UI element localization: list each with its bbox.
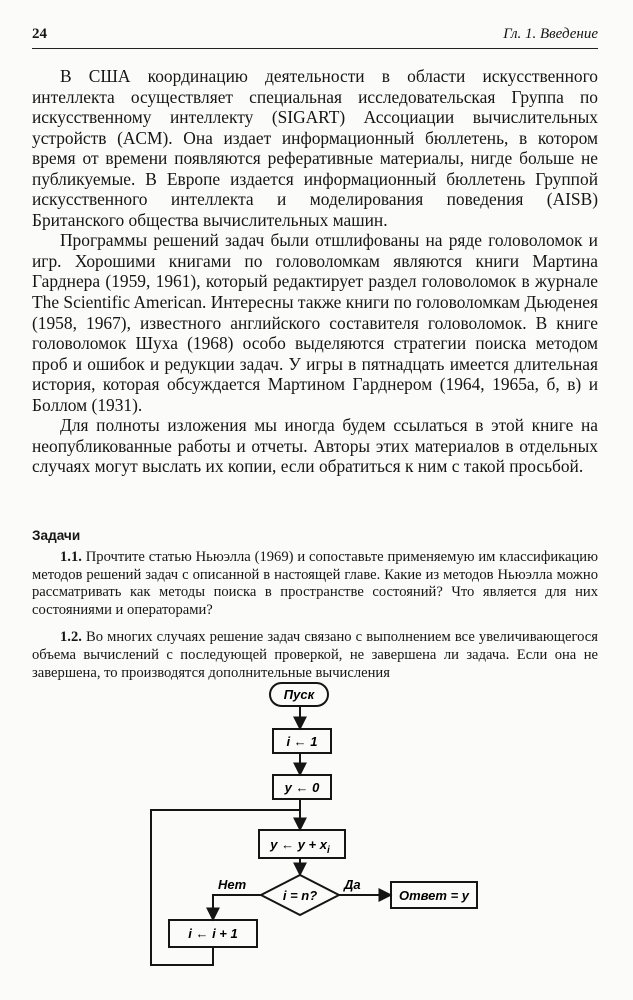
exercise-number: 1.1. [60,549,82,565]
paragraph-3: Для полноты изложения мы иногда будем ссылаться в этой книге на неопубликованные работы и отчеты. Авторы этих материалов в отдельных случаях могут выслать их копии, если обратиться к ним с такой просьбой. [32,415,598,477]
increment-i-label: i ← i + 1 [188,926,238,941]
update-y-label [269,837,330,856]
update-y-subscript: i [326,845,330,856]
arrow-condition-to-increment [213,895,261,920]
page-number: 24 [32,26,47,42]
running-title: Гл. 1. Введение [503,26,598,42]
condition-label: i = n? [282,888,318,903]
init-y-label: y ← 0 [284,780,320,795]
init-i-label: i ← 1 [286,734,318,749]
update-y-expression: y ← y + x [270,837,327,852]
start-label: Пуск [283,687,315,702]
paragraph-2: Программы решений задач были отшлифованы на ряде головоломок и игр. Хорошими книгами по головоломкам являются книги Мартина Гарднера (1959, 1961), который редактирует раздел головоломок в журнале The Scientific American. Интересны также книги по головоломкам Дьюденея (1958, 1967), известного английского составителя головоломок. В книге головоломок Шуха (1968) особо выделяются стратегии поиска методом проб и ошибок и редукции задач. У игры в пятнадцать имеется длительная история, которая обсуждается Мартином Гарднером (1964, 1965а, б, в) и Боллом (1931). [32,230,598,415]
paragraph-1: В США координацию деятельности в области искусственного интеллекта осуществляет специальная исследовательская Группа по искусственному интеллекту (SIGART) Ассоциации вычислительных устройств (ACM). Она издает информационный бюллетень, в котором время от времени появляются реферативные материалы, нигде больше не публикуемые. В Европе издается информационный бюллетень Группой искусственного интеллекта и моделирования поведения (AISB) Британского общества вычислительных машин. [32,66,598,230]
label-yes: Да [344,877,361,892]
label-no: Нет [218,877,247,892]
exercise-number: 1.2. [60,629,82,646]
exercise-text: Во многих случаях решение задач связано с выполнением все увеличивающегося объема вычислений с последующей проверкой, не завершена ли задача. Если она не завершена, то производятся дополнительные вычисления [32,629,598,681]
output-label: Ответ = y [398,888,470,903]
section-title: Задачи [32,528,81,543]
exercise-text: Прочтите статью Ньюэлла (1969) и сопоставьте применяемую им классификацию методов решений задач с описанной в настоящей главе. Какие из методов Ньюэлла можно рассматривать как методы поиска в пространстве состояний? Что является для них состояниями и операторами? [32,549,598,618]
